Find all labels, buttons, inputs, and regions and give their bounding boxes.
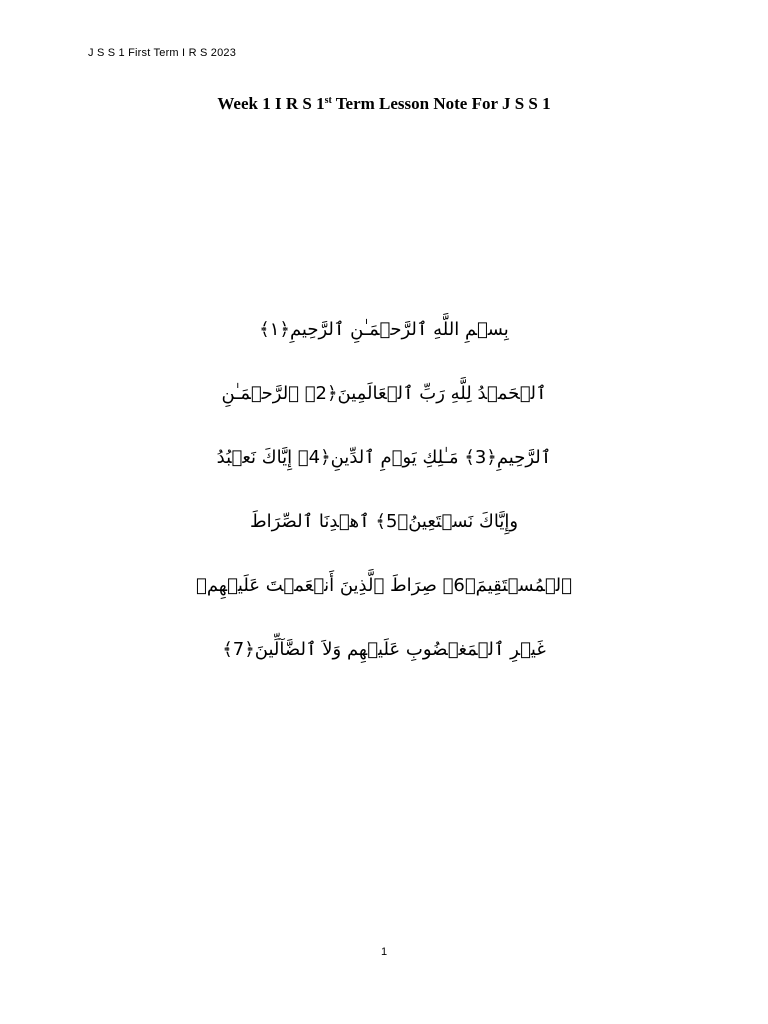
arabic-line-5: ٱلۡمُسۡتَقِيمَ﴿6﴾ صِرَاطَ ٱلَّذِينَ أَنۡعَمۡتَ عَلَيۡهِمۡ (196, 575, 572, 596)
arabic-line-2: ٱلۡحَمۡدُ لِلَّهِ رَبِّ ٱلۡعَالَمِينَ﴿2﴾ ٱلرَّحۡمَـٰنِ (221, 383, 547, 404)
running-header: J S S 1 First Term I R S 2023 (88, 47, 237, 59)
page-number: 1 (380, 946, 388, 958)
arabic-line-6: غَيۡرِ ٱلۡمَغۡضُوبِ عَلَيۡهِم وَلاَ ٱلضَّآلِّينَ﴿7﴾ (222, 639, 546, 660)
arabic-text-block (0, 298, 768, 682)
title-suffix: Term Lesson Note For J S S 1 (331, 94, 551, 113)
title-prefix: Week 1 I R S 1 (217, 94, 325, 113)
page-title (0, 94, 768, 114)
arabic-line-1: بِسۡمِ اللَّهِ ٱلرَّحۡمَـٰنِ ٱلرَّحِيمِ﴿١﴾ (259, 319, 509, 340)
arabic-line-4: وإِيَّاكَ نَسۡتَعِينُ﴿5﴾ ٱهۡدِنَا ٱلصِّرَاطَ (249, 511, 519, 532)
title-superscript: st (324, 95, 332, 106)
arabic-line-3: ٱلرَّحِيمِ﴿3﴾ مَـٰلِكِ يَوۡمِ ٱلدِّينِ﴿4﴾ إِيَّاكَ نَعۡبُدُ (216, 447, 552, 468)
